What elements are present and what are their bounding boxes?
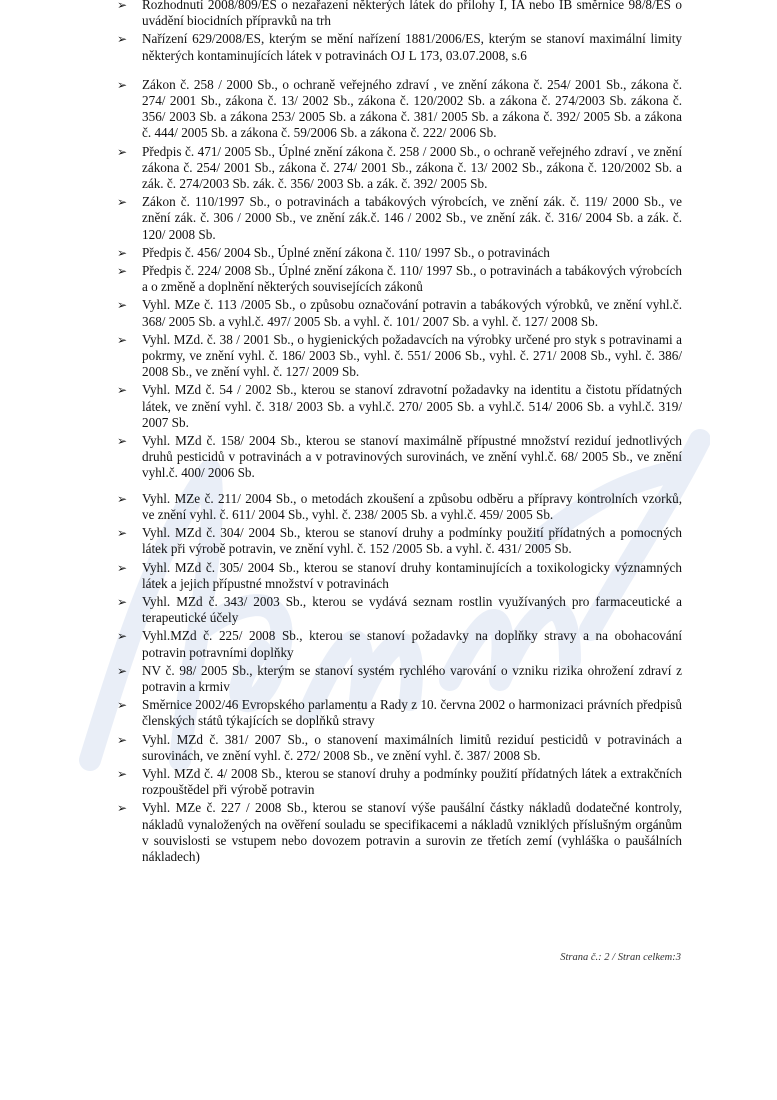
- arrow-bullet-icon: ➢: [117, 298, 128, 313]
- list-item: [117, 77, 682, 142]
- list-item: [117, 144, 682, 193]
- item-text: Vyhl. MZd č. 158/ 2004 Sb., kterou se stanoví maximálně přípustné množství reziduí jednotlivých druhů pesticidů v potravinách a v potravinových surovinách, ve znění vyhl.č. 68/ 2005 Sb., ve znění vyhl.č. 400/ 2006 Sb.: [142, 433, 682, 481]
- arrow-bullet-icon: ➢: [117, 698, 128, 713]
- list-item: [117, 525, 682, 557]
- list-item: [117, 194, 682, 243]
- item-text: Předpis č. 456/ 2004 Sb., Úplné znění zákona č. 110/ 1997 Sb., o potravinách: [142, 244, 550, 260]
- item-text: Vyhl. MZe č. 113 /2005 Sb., o způsobu označování potravin a tabákových výrobků, ve znění vyhl.č. 368/ 2005 Sb. a vyhl.č. 497/ 2005 Sb. a vyhl. č. 101/ 2007 Sb. a vyhl. č. 127/ 2008 Sb.: [142, 297, 682, 329]
- list-item: [117, 433, 682, 482]
- arrow-bullet-icon: ➢: [117, 434, 128, 449]
- list-item: [117, 263, 682, 295]
- item-text: Vyhl. MZd č. 381/ 2007 Sb., o stanovení maximálních limitů reziduí pesticidů v potravinách a surovinách, ve znění vyhl. č. 272/ 2008 Sb., ve znění vyhl. č. 387/ 2008 Sb.: [142, 731, 682, 763]
- list-item: [117, 0, 682, 29]
- list-item: [117, 628, 682, 660]
- arrow-bullet-icon: ➢: [117, 332, 128, 347]
- arrow-bullet-icon: ➢: [117, 77, 128, 92]
- arrow-bullet-icon: ➢: [117, 560, 128, 575]
- item-text: Směrnice 2002/46 Evropského parlamentu a Rady z 10. června 2002 o harmonizaci právních předpisů členských států týkajících se doplňků stravy: [142, 697, 682, 729]
- arrow-bullet-icon: ➢: [117, 491, 128, 506]
- list-item: [117, 245, 682, 261]
- item-text: Vyhl. MZd č. 54 / 2002 Sb., kterou se stanoví zdravotní požadavky na identitu a čistotu přídatných látek, ve znění vyhl. č. 318/ 2003 Sb. a vyhl.č. 270/ 2005 Sb. a vyhl.č. 514/ 2006 Sb. a vyhl.č. 319/ 2007 Sb.: [142, 382, 682, 430]
- item-text: NV č. 98/ 2005 Sb., kterým se stanoví systém rychlého varování o vzniku rizika ohrožení zdraví z potravin a krmiv: [142, 662, 682, 694]
- list-item: [117, 594, 682, 626]
- item-text: Zákon č. 258 / 2000 Sb., o ochraně veřejného zdraví , ve znění zákona č. 254/ 2001 Sb., zákona č. 274/ 2001 Sb., zákona č. 13/ 2002 Sb., zákona č. 120/2002 Sb. a zákona č. 274/2003 Sb. zákona č. 356/ 2003 Sb. a zákona 253/ 2005 Sb. a zákona č. 381/ 2005 Sb. a zákona č. 392/ 2005 Sb. a zákona č. 444/ 2005 Sb. a zákona č. 59/2006 Sb. a zákona č. 222/ 2006 Sb.: [142, 76, 682, 141]
- item-text: Vyhl. MZd č. 304/ 2004 Sb., kterou se stanoví druhy a podmínky použití přídatných a pomocných látek při výrobě potravin, ve znění vyhl. č. 152 /2005 Sb. a vyhl. č. 431/ 2005 Sb.: [142, 525, 682, 557]
- arrow-bullet-icon: ➢: [117, 383, 128, 398]
- item-text: Vyhl. MZe č. 211/ 2004 Sb., o metodách zkoušení a způsobu odběru a přípravy kontrolních vzorků, ve znění vyhl. č. 611/ 2004 Sb., vyhl. č. 238/ 2005 Sb. a vyhl.č. 459/ 2005 Sb.: [142, 490, 682, 522]
- item-text: Rozhodnutí 2008/809/ES o nezařazení některých látek do přílohy I, IA nebo IB směrnice 98/8/ES o uvádění biocidních přípravků na trh: [142, 0, 682, 29]
- arrow-bullet-icon: ➢: [117, 663, 128, 678]
- item-text: Vyhl.MZd č. 225/ 2008 Sb., kterou se stanoví požadavky na doplňky stravy a na obohacování potravin potravními doplňky: [142, 628, 682, 660]
- item-text: Vyhl. MZd č. 305/ 2004 Sb., kterou se stanoví druhy kontaminujících a toxikologicky významných látek a jejich přípustné množství v potravinách: [142, 559, 682, 591]
- list-item: [117, 31, 682, 63]
- item-text: Vyhl. MZe č. 227 / 2008 Sb., kterou se stanoví výše paušální částky nákladů dodatečné kontroly, nákladů vynaložených na ověření souladu se specifikacemi a nákladů vzniklých příslušným orgánům v souvislosti se vstupem nebo dovozem potravin a surovin ze třetích zemí (vyhláška o paušálních nákladech): [142, 800, 682, 864]
- arrow-bullet-icon: ➢: [117, 766, 128, 781]
- item-text: Předpis č. 471/ 2005 Sb., Úplné znění zákona č. 258 / 2000 Sb., o ochraně veřejného zdraví , ve znění zákona č. 254/ 2001 Sb., zákona č. 274/ 2001 Sb., zákona č. 13/ 2002 Sb., zákona č. 120/2002 Sb. a zák. č. 274/2003 Sb. zák. č. 356/ 2003 Sb. a zák. č. 392/ 2005 Sb.: [142, 143, 682, 192]
- item-text: Vyhl. MZd č. 4/ 2008 Sb., kterou se stanoví druhy a podmínky použití přídatných látek a extrakčních rozpouštědel při výrobě potravin: [142, 765, 682, 798]
- item-text: Předpis č. 224/ 2008 Sb., Úplné znění zákona č. 110/ 1997 Sb., o potravinách a tabákových výrobcích a o změně a doplnění některých souvisejících zákonů: [142, 263, 682, 295]
- arrow-bullet-icon: ➢: [117, 144, 128, 159]
- arrow-bullet-icon: ➢: [117, 594, 128, 609]
- item-text: Zákon č. 110/1997 Sb., o potravinách a tabákových výrobcích, ve znění zák. č. 119/ 2000 Sb., ve znění zák. č. 306 / 2000 Sb., ve znění zák.č. 146 / 2002 Sb., ve znění zák. č. 316/ 2004 Sb. a zák. č. 120/ 2008 Sb.: [142, 194, 682, 242]
- arrow-bullet-icon: ➢: [117, 732, 128, 747]
- item-text: Vyhl. MZd. č. 38 / 2001 Sb., o hygienických požadavcích na výrobky určené pro styk s potravinami a pokrmy, ve znění vyhl. č. 186/ 2003 Sb., vyhl. č. 551/ 2006 Sb., vyhl. č. 271/ 2008 Sb., vyhl. č. 386/ 2008 Sb., ve znění vyhl. č. 127/ 2009 Sb.: [142, 331, 682, 380]
- list-item: [117, 491, 682, 523]
- list-item: [117, 297, 682, 329]
- arrow-bullet-icon: ➢: [117, 32, 128, 47]
- list-item: [117, 560, 682, 592]
- list-item: [117, 766, 682, 798]
- page-number: Strana č.: 2 / Stran celkem:3: [560, 952, 681, 963]
- item-text: Nařízení 629/2008/ES, kterým se mění nařízení 1881/2006/ES, kterým se stanoví maximální limity některých kontaminujících látek v potravinách OJ L 173, 03.07.2008, s.6: [142, 31, 682, 63]
- item-text: Vyhl. MZd č. 343/ 2003 Sb., kterou se vydává seznam rostlin využívaných pro farmaceutické a terapeutické účely: [142, 593, 682, 626]
- list-item: [117, 382, 682, 431]
- arrow-bullet-icon: ➢: [117, 526, 128, 541]
- arrow-bullet-icon: ➢: [117, 195, 128, 210]
- list-item: [117, 332, 682, 381]
- list-item: [117, 800, 682, 865]
- arrow-bullet-icon: ➢: [117, 245, 128, 260]
- legislation-list: [117, 0, 682, 867]
- list-item: [117, 697, 682, 729]
- arrow-bullet-icon: ➢: [117, 801, 128, 816]
- arrow-bullet-icon: ➢: [117, 0, 128, 12]
- list-item: [117, 732, 682, 764]
- arrow-bullet-icon: ➢: [117, 264, 128, 279]
- arrow-bullet-icon: ➢: [117, 629, 128, 644]
- list-item: [117, 663, 682, 695]
